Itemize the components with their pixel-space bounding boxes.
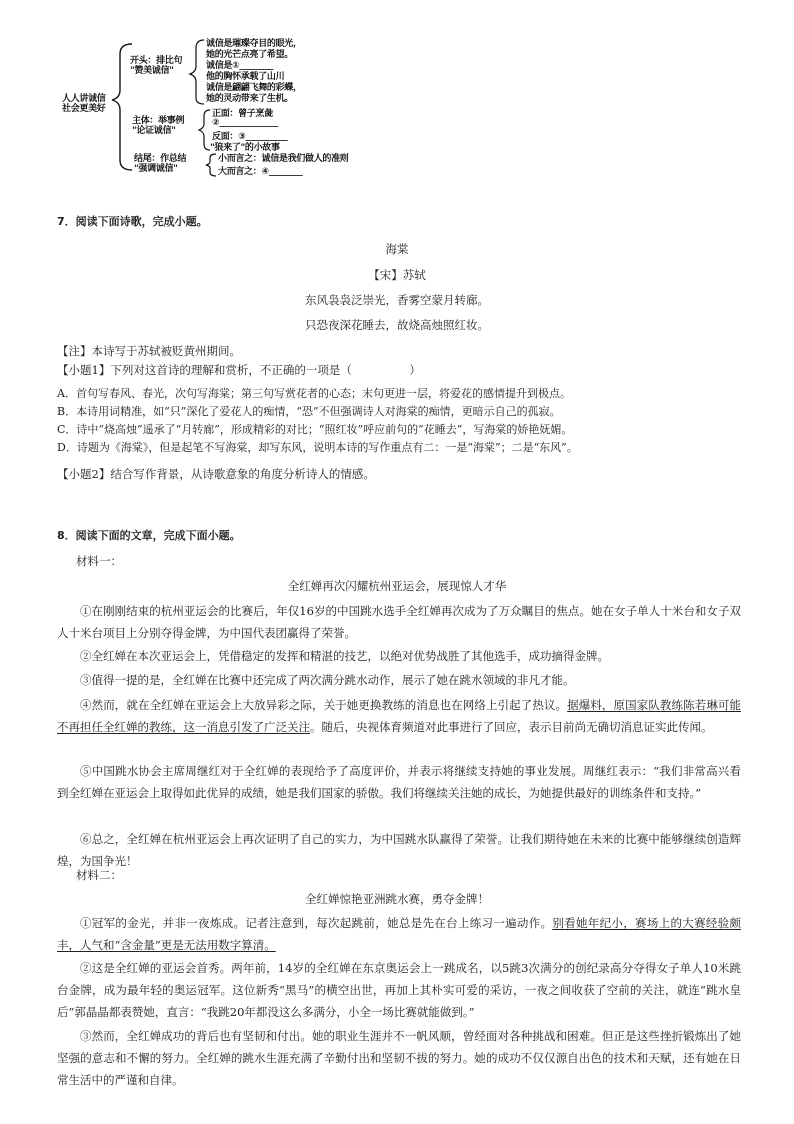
mind-zhuti-item: 反面：③__________ [212,132,288,142]
q8-material1-label: 材料一： [76,554,122,568]
q7-poem-line: 东风袅袅泛崇光，香雾空蒙月转廊。 [305,293,489,307]
q7-option-b: B．本诗用词精准，如“只”深化了爱花人的痴情，“恐”不但强调诗人对海棠的痴情，更暗示自己的孤寂。 [57,405,561,418]
mind-jiewei-item: 大而言之：④________ [218,167,303,177]
q7-sub2: 【小题2】结合写作背景，从诗歌意象的角度分析诗人的情感。 [57,467,375,481]
q8-material2-title: 全红婵惊艳亚洲跳水赛，勇夺金牌！ [305,892,489,906]
q7-poem-title: 海棠 [385,242,409,256]
q7-heading: 7．阅读下面诗歌，完成小题。 [57,215,208,228]
mind-jiewei-item: 小而言之：诚信是我们做人的准则 [218,154,349,164]
mind-kaitou-item: 她的光芒点亮了希望。 [206,50,294,60]
mind-kaitou-label: 开头：排比句 "赞美诚信" [130,56,183,76]
q8-heading: 8．阅读下面的文章，完成下面小题。 [57,529,241,542]
q7-option-a: A．首句写春风、春光，次句写海棠；第三句写赏花者的心态；末句更进一层，将爱花的感情提升到极点。 [57,387,571,400]
q8-m2-para2: ②这是全红婵的亚运会首秀。两年前，14岁的全红婵在东京奥运会上一跳成名，以5跳3次满分的创纪录高分夺得女子单人10米跳台金牌，成为最年轻的奥运冠军。这位新秀“黑马”的横空出世，再加上其朴实可爱的采访，一夜之间收获了空前的关注，就连“跳水皇后”郭晶晶都表赞她，直言：“我跳20年都没这么多满分，小全一场比赛就能做到。” [57,961,741,1019]
q8-material1-title: 全红婵再次闪耀杭州亚运会，展现惊人才华 [287,579,507,593]
q8-m2-para1 [57,912,741,956]
q7-option-d: D．诗题为《海棠》，但是起笔不写海棠，却写东风，说明本诗的写作重点有二：一是“海棠”；二是“东风”。 [57,441,578,454]
q8-m1-para4-start: ④然而， [80,698,127,712]
q7-option-c: C．诗中“烧高烛”遥承了“月转廊”，形成精彩的对比；“照红妆”呼应前句的“花睡去”，写海棠的娇艳妩媚。 [57,423,573,436]
q8-m1-para4 [57,694,741,738]
mind-kaitou-item: 她的灵动带来了生机。 [206,94,294,104]
q8-m2-para3: ③然而，全红婵成功的背后也有坚韧和付出。她的职业生涯并不一帆风顺，曾经面对各种挑战和困难。但正是这些挫折锻炼出了她坚强的意志和不懈的努力。全红婵的跳水生涯充满了辛勤付出和坚韧不拔的努力。她的成功不仅仅源自出色的技术和天赋，还有她在日常生活中的严谨和自律。 [57,1029,741,1087]
mind-zhuti-item: 正面：曾子烹彘 [212,109,273,119]
q8-m1-para4-end: 。随后，央视体育频道对此事进行了回应，表示目前尚无确切消息证实此传闻。 [310,720,713,734]
q8-m2-para1-start: ①冠军的金光，并非一夜炼成。记者注意到，每次起跳前，她总是先在台上练习一遍动作。 [80,916,553,930]
q8-m1-para4-underlined: 据爆料，原国家队教练陈若琳可能不再担任全红婵的教练，这一消息引发了广泛关注 [57,698,742,734]
q7-note: 【注】本诗写于苏轼被贬黄州期间。 [57,344,241,358]
mind-zhuti-label: 主体：举事例 "论证诚信" [132,116,185,136]
q8-material2-label: 材料二： [76,868,122,882]
mind-zhuti-item: "狼来了"的小故事 [210,143,280,153]
q8-m1-para1: ①在刚刚结束的杭州亚运会的比赛后，年仅16岁的中国跳水选手全红婵再次成为了万众瞩目的焦点。她在女子单人十米台和女子双人十米台项目上分别夺得金牌，为中国代表团赢得了荣誉。 [57,604,741,640]
q7-poem-line: 只恐夜深花睡去，故烧高烛照红妆。 [305,318,489,332]
mind-kaitou-item: 他的胸怀承载了山川 [206,72,285,82]
mind-map [60,32,400,182]
mind-kaitou-item: 诚信是翩翩飞舞的彩蝶， [206,83,302,93]
q8-m1-para3: ③值得一提的是，全红婵在比赛中还完成了两次满分跳水动作，展示了她在跳水领域的非凡才能。 [80,673,575,687]
q8-m1-para4-mid: 就在全红婵在亚运会上大放异彩之际，关于她更换教练的消息也在网络上引起了热议。 [126,698,568,712]
mind-jiewei-label: 结尾：作总结 "强调诚信" [134,154,187,174]
mind-root: 人人讲诚信 社会更美好 [62,94,106,114]
q7-author: 【宋】苏轼 [368,268,426,282]
mind-kaitou-item: 诚信是①________ [206,61,274,71]
q8-m1-para5: ⑤中国跳水协会主席周继红对于全红婵的表现给予了高度评价，并表示将继续支持她的事业发展。周继红表示：“我们非常高兴看到全红婵在亚运会上取得如此优异的成绩，她是我们国家的骄傲。我们将继续关注她的成长，为她提供最好的训练条件和支持。” [57,764,741,800]
mind-zhuti-item: ②______________ [212,118,279,128]
q7-sub1: 【小题1】下列对这首诗的理解和赏析，不正确的一项是（ ） [57,363,421,377]
q8-m1-para6: ⑥总之，全红婵在杭州亚运会上再次证明了自己的实力，为中国跳水队赢得了荣誉。让我们期待她在未来的比赛中能够继续创造辉煌，为国争光！ [57,832,741,868]
q8-m1-para2: ②全红婵在本次亚运会上，凭借稳定的发挥和精湛的技艺，以绝对优势战胜了其他选手，成功摘得金牌。 [80,649,609,663]
mind-kaitou-item: 诚信是璀璨夺目的眼光， [206,39,302,49]
q8-m2-para1-underlined: 别看她年纪小，赛场上的大赛经验颇丰，人气和“含金量”更是无法用数字算清。 [57,916,741,952]
